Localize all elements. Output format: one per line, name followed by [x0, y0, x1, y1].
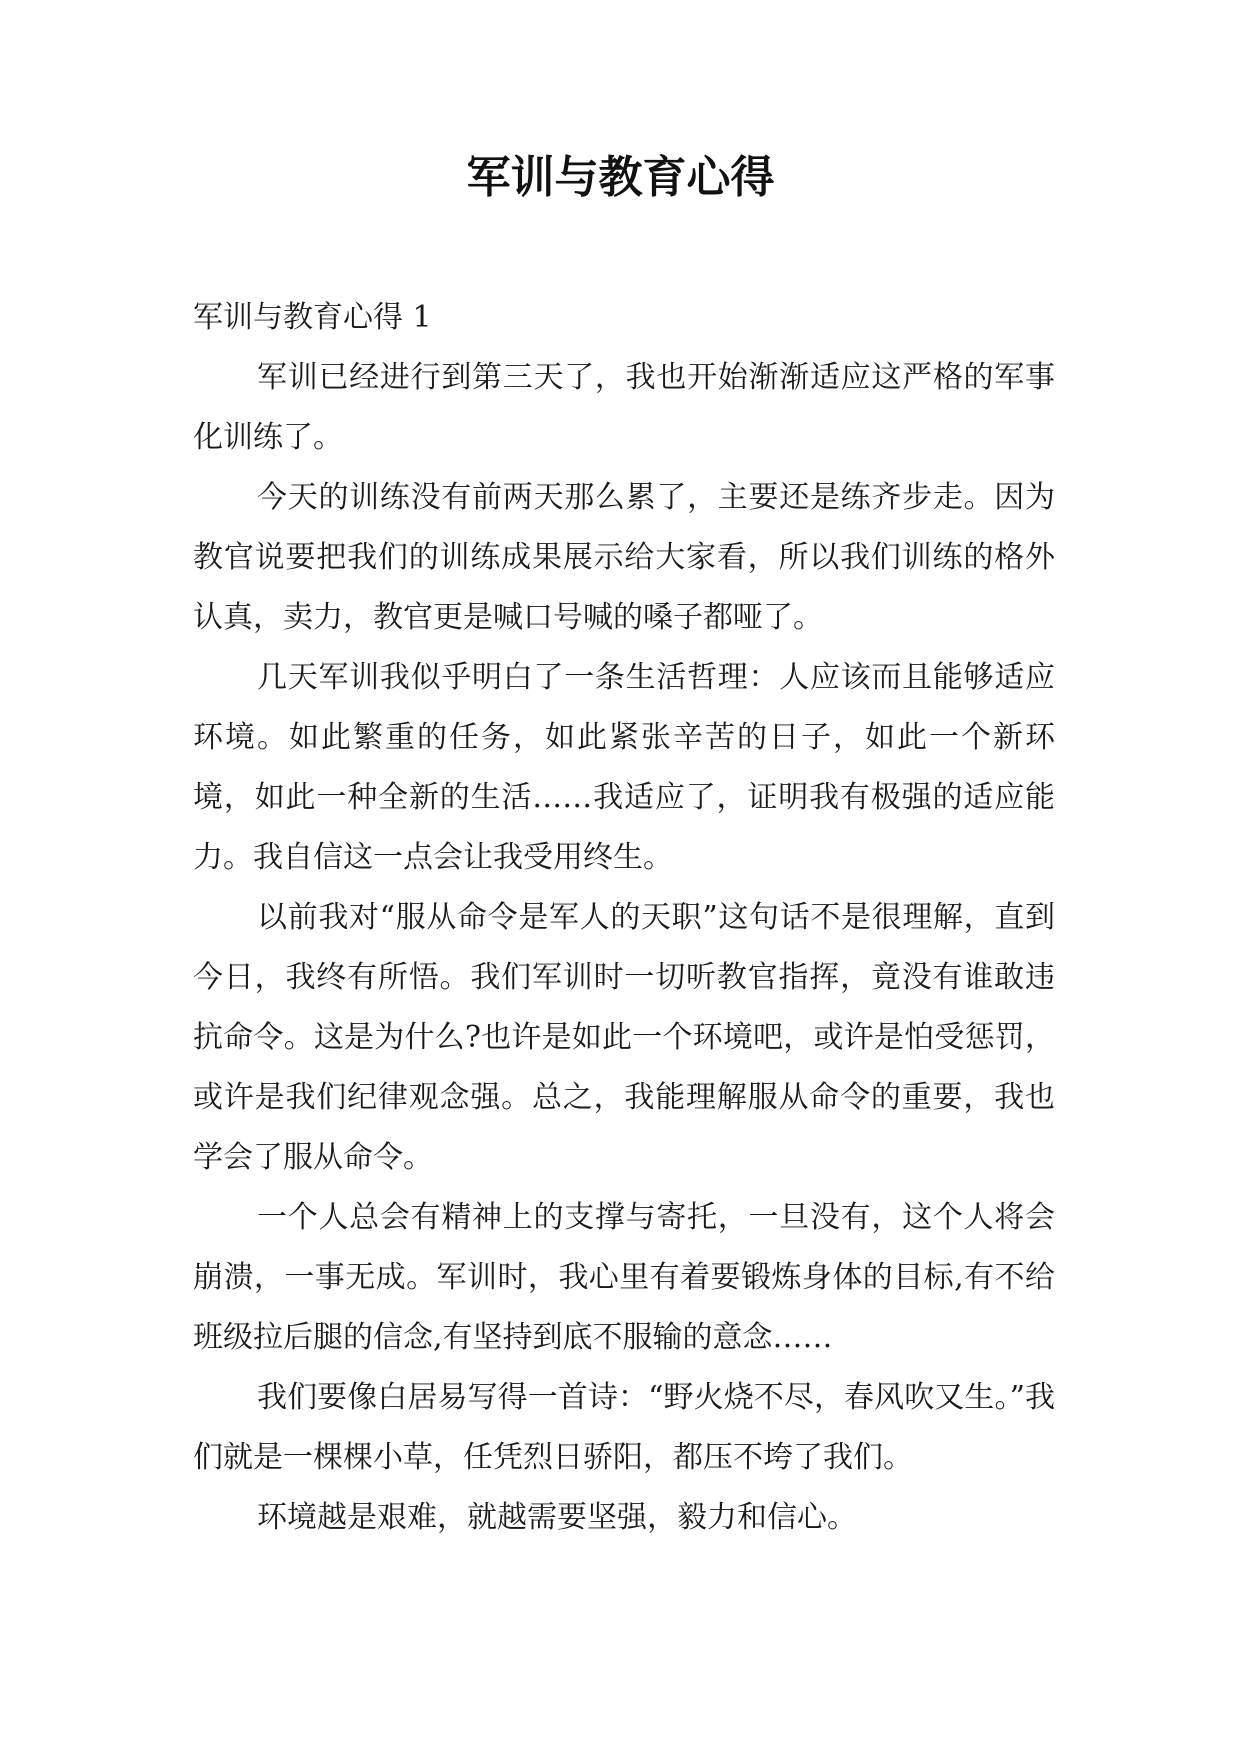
- paragraph: 以前我对“服从命令是军人的天职”这句话不是很理解，直到今日，我终有所悟。我们军训时一切听教官指挥，竟没有谁敢违抗命令。这是为什么?也许是如此一个环境吧，或许是怕受惩罚，或许是我们纪律观念强。总之，我能理解服从命令的重要，我也学会了服从命令。: [193, 900, 1055, 1175]
- paragraph: 今天的训练没有前两天那么累了，主要还是练齐步走。因为教官说要把我们的训练成果展示给大家看，所以我们训练的格外认真，卖力，教官更是喊口号喊的嗓子都哑了。: [193, 480, 1055, 635]
- paragraph: 一个人总会有精神上的支撑与寄托，一旦没有，这个人将会崩溃，一事无成。军训时，我心里有着要锻炼身体的目标,有不给班级拉后腿的信念,有坚持到底不服输的意念……: [193, 1200, 1055, 1355]
- document-title: 军训与教育心得: [466, 152, 775, 203]
- paragraph: 环境越是艰难，就越需要坚强，毅力和信心。: [257, 1500, 857, 1535]
- document-body: [193, 288, 1055, 1548]
- section-heading: 军训与教育心得 1: [193, 300, 432, 335]
- paragraph: 几天军训我似乎明白了一条生活哲理：人应该而且能够适应环境。如此繁重的任务，如此紧张辛苦的日子，如此一个新环境，如此一种全新的生活……我适应了，证明我有极强的适应能力。我自信这一点会让我受用终生。: [193, 660, 1055, 875]
- paragraph: 我们要像白居易写得一首诗：“野火烧不尽，春风吹又生。”我们就是一棵棵小草，任凭烈日骄阳，都压不垮了我们。: [193, 1380, 1055, 1475]
- paragraph: 军训已经进行到第三天了，我也开始渐渐适应这严格的军事化训练了。: [193, 360, 1055, 455]
